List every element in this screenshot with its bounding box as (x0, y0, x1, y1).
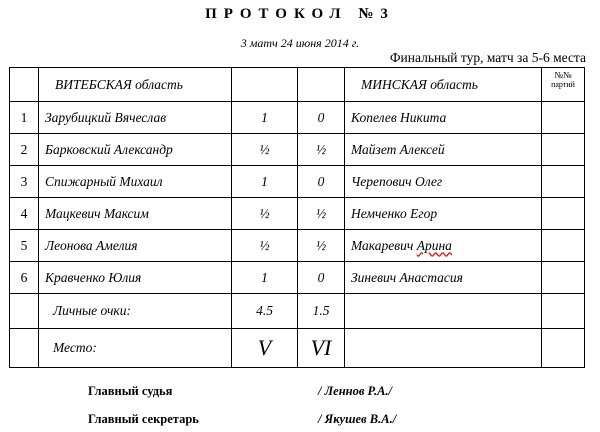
player-right: Зиневич Анастасия (345, 262, 542, 294)
score-left: ½ (232, 230, 298, 262)
points-empty-right (345, 294, 542, 329)
points-party-cell (542, 294, 585, 329)
row-number: 5 (10, 230, 39, 262)
score-right: 0 (298, 166, 345, 198)
table-row (10, 166, 585, 198)
points-left: 4.5 (232, 294, 298, 329)
party-cell (542, 230, 585, 262)
protocol-table (9, 67, 585, 368)
team-left-name: ВИТЕБСКАЯ область (39, 68, 232, 102)
parties-header (542, 68, 585, 102)
party-cell (542, 102, 585, 134)
points-num-cell (10, 294, 39, 329)
place-left: V (232, 329, 298, 368)
score-left: 1 (232, 166, 298, 198)
table-header-row (10, 68, 585, 102)
place-right: VI (298, 329, 345, 368)
score-right: 0 (298, 262, 345, 294)
header-num-cell (10, 68, 39, 102)
score-right: 0 (298, 102, 345, 134)
parties-header-label: партий (551, 80, 575, 89)
points-row (10, 294, 585, 329)
player-left: Барковский Александр (39, 134, 232, 166)
table-row (10, 198, 585, 230)
player-right: Немченко Егор (345, 198, 542, 230)
score-right: ½ (298, 198, 345, 230)
team-right-name: МИНСКАЯ область (345, 68, 542, 102)
tour-label: Финальный тур, матч за 5-6 места (389, 50, 586, 65)
party-cell (542, 198, 585, 230)
chief-judge-name: / Леннов Р.А./ (318, 384, 393, 398)
page-title: ПРОТОКОЛ №3 (205, 6, 395, 22)
row-number: 3 (10, 166, 39, 198)
player-left: Леонова Амелия (39, 230, 232, 262)
points-label: Личные очки: (39, 294, 232, 329)
chief-secretary-label: Главный секретарь (88, 412, 199, 426)
party-cell (542, 166, 585, 198)
party-cell (542, 262, 585, 294)
header-score-left (232, 68, 298, 102)
score-left: 1 (232, 102, 298, 134)
score-right: ½ (298, 230, 345, 262)
match-date: 3 матч 24 июня 2014 г. (240, 36, 360, 50)
row-number: 6 (10, 262, 39, 294)
score-left: ½ (232, 198, 298, 230)
spellcheck-underlined-word: Арина (416, 237, 452, 253)
place-party-cell (542, 329, 585, 368)
player-right: Черепович Олег (345, 166, 542, 198)
player-left: Мацкевич Максим (39, 198, 232, 230)
row-number: 4 (10, 198, 39, 230)
score-left: ½ (232, 134, 298, 166)
score-left: 1 (232, 262, 298, 294)
place-num-cell (10, 329, 39, 368)
chief-judge-label: Главный судья (88, 384, 173, 398)
place-label: Место: (39, 329, 232, 368)
player-right: Майзет Алексей (345, 134, 542, 166)
score-right: ½ (298, 134, 345, 166)
player-right (345, 230, 542, 262)
player-left: Зарубицкий Вячеслав (39, 102, 232, 134)
player-left: Кравченко Юлия (39, 262, 232, 294)
table-row (10, 262, 585, 294)
player-right: Копелев Никита (345, 102, 542, 134)
chief-secretary-name: / Якушев В.А./ (318, 412, 397, 426)
points-right: 1.5 (298, 294, 345, 329)
row-number: 1 (10, 102, 39, 134)
player-right-surname: Макаревич (351, 237, 417, 253)
header-score-right (298, 68, 345, 102)
place-row (10, 329, 585, 368)
row-number: 2 (10, 134, 39, 166)
parties-header-sign: №№ (554, 70, 572, 80)
player-left: Спижарный Михаил (39, 166, 232, 198)
party-cell (542, 134, 585, 166)
table-row (10, 134, 585, 166)
table-row (10, 230, 585, 262)
table-row (10, 102, 585, 134)
place-empty-right (345, 329, 542, 368)
